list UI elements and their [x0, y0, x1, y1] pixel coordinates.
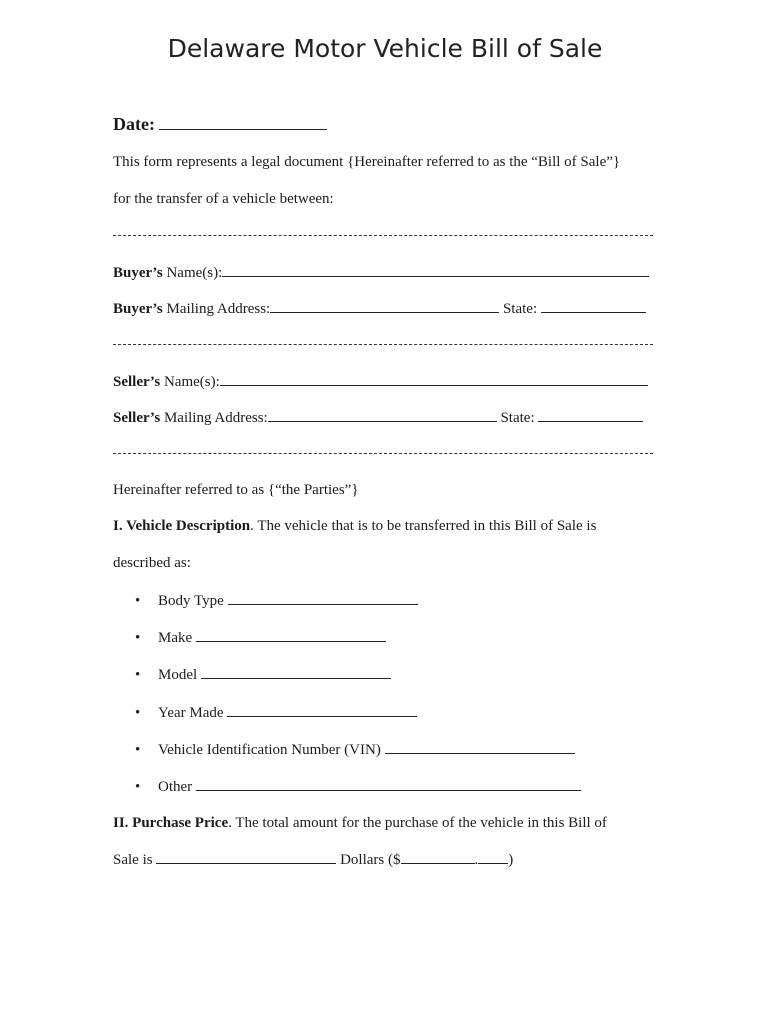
decimal-point: . — [474, 852, 479, 868]
buyer-names-label: Name(s): — [162, 265, 223, 281]
section2-text: . The total amount for the purchase of the vehicle in this Bill of — [228, 815, 607, 831]
bullet-label: Body Type — [158, 593, 224, 609]
bullet-year — [135, 702, 417, 723]
section1-heading: I. Vehicle Description — [113, 518, 251, 534]
vin-field[interactable] — [385, 739, 575, 754]
bullet-model — [135, 664, 391, 685]
bullet-label: Vehicle Identification Number (VIN) — [158, 742, 381, 758]
section1-text-2: described as: — [113, 555, 191, 571]
date-label: Date — [113, 114, 149, 134]
date-row — [113, 114, 327, 136]
bullet-icon: • — [135, 705, 141, 721]
other-field[interactable] — [196, 776, 581, 791]
bullet-body-type — [135, 590, 418, 611]
buyer-names-row — [113, 262, 649, 283]
page-title: Delaware Motor Vehicle Bill of Sale — [167, 34, 603, 63]
seller-names-label: Name(s): — [160, 374, 220, 390]
seller-names-row — [113, 371, 648, 392]
parties-line: Hereinafter referred to as {“the Parties”} — [113, 482, 359, 498]
price-cents-field[interactable] — [478, 849, 508, 864]
seller-state-label: State: — [500, 410, 535, 426]
bullet-make — [135, 627, 386, 648]
bullet-label: Other — [158, 779, 193, 795]
section1-row — [113, 516, 596, 536]
bullet-icon: • — [135, 593, 141, 609]
bullet-label: Year Made — [158, 705, 224, 721]
buyer-address-label: Mailing Address: — [162, 301, 271, 317]
seller-names-field[interactable] — [220, 371, 648, 386]
date-field[interactable] — [159, 115, 327, 130]
sale-is-label: Sale is — [113, 852, 153, 868]
seller-state-field[interactable] — [538, 407, 643, 422]
seller-names-bold: Seller’s — [113, 374, 161, 390]
buyer-names-field[interactable] — [222, 262, 649, 277]
bullet-other — [135, 776, 581, 797]
bullet-label: Make — [158, 630, 193, 646]
bullet-icon: • — [135, 630, 141, 646]
section2-row — [113, 813, 607, 833]
make-field[interactable] — [196, 627, 386, 642]
seller-address-bold: Seller’s — [113, 410, 161, 426]
seller-address-row — [113, 407, 643, 428]
separator-3 — [113, 453, 653, 454]
bullet-icon: • — [135, 779, 141, 795]
buyer-address-field[interactable] — [270, 298, 499, 313]
seller-address-label: Mailing Address: — [160, 410, 268, 426]
close-paren: ) — [508, 852, 514, 868]
buyer-address-bold: Buyer’s — [113, 301, 163, 317]
buyer-address-row — [113, 298, 646, 319]
date-colon: : — [148, 114, 155, 134]
buyer-state-field[interactable] — [541, 298, 646, 313]
year-field[interactable] — [227, 702, 417, 717]
sale-is-row — [113, 849, 513, 870]
separator-2 — [113, 344, 653, 345]
model-field[interactable] — [201, 664, 391, 679]
dollars-label: Dollars ($ — [340, 852, 401, 868]
separator-1 — [113, 235, 653, 236]
bullet-vin — [135, 739, 575, 760]
bullet-icon: • — [135, 667, 141, 683]
body-type-field[interactable] — [228, 590, 418, 605]
section2-heading: II. Purchase Price — [113, 815, 229, 831]
buyer-names-bold: Buyer’s — [113, 265, 163, 281]
bullet-icon: • — [135, 742, 141, 758]
bullet-label: Model — [158, 667, 198, 683]
section1-text: . The vehicle that is to be transferred in this Bill of Sale is — [250, 518, 597, 534]
intro-line-2: for the transfer of a vehicle between: — [113, 191, 334, 207]
buyer-state-label: State: — [502, 301, 538, 317]
price-words-field[interactable] — [156, 849, 336, 864]
intro-line-1: This form represents a legal document {Hereinafter referred to as the “Bill of Sale”} — [113, 154, 621, 170]
price-dollars-field[interactable] — [401, 849, 475, 864]
seller-address-field[interactable] — [268, 407, 497, 422]
